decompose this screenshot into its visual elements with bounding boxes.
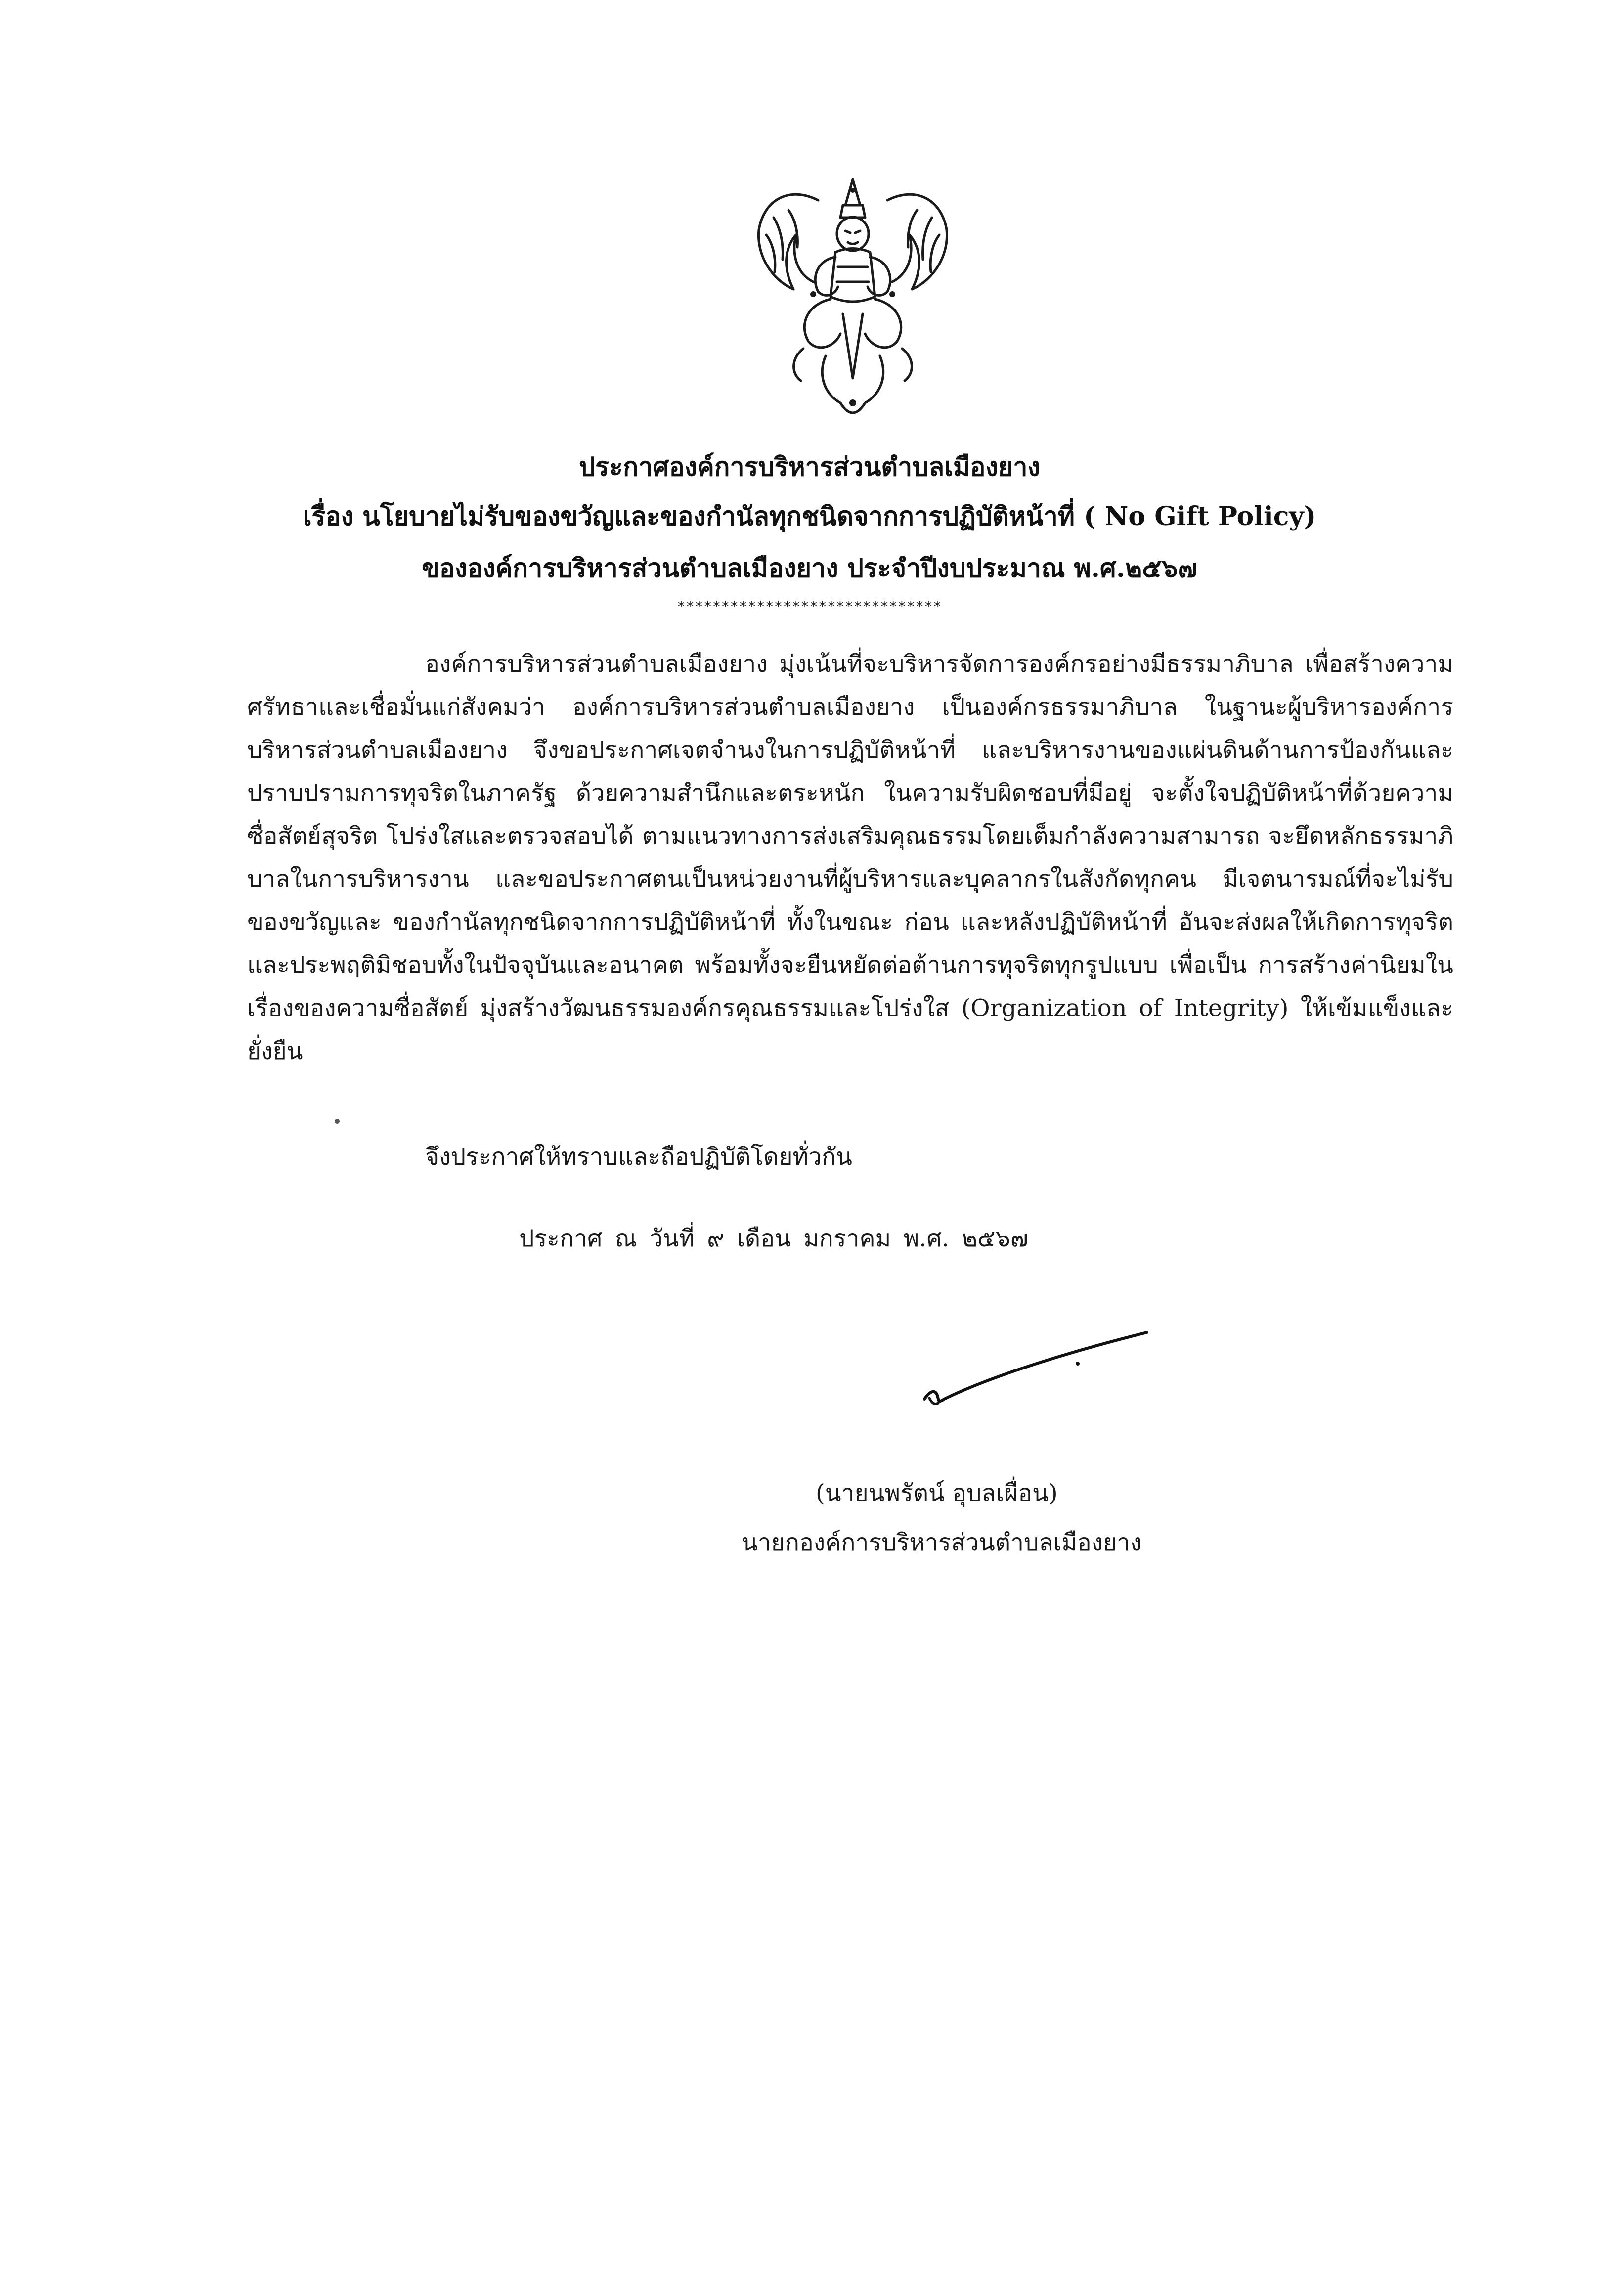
closing-statement: จึงประกาศให้ทราบและถือปฏิบัติโดยทั่วกัน — [425, 1143, 852, 1171]
scan-speck — [335, 1119, 340, 1124]
announcement-date: ประกาศ ณ วันที่ ๙ เดือน มกราคม พ.ศ. ๒๕๖๗ — [519, 1225, 1028, 1252]
separator-line: ****************************** — [677, 598, 942, 615]
announcement-subject: เรื่อง นโยบายไม่รับของขวัญและของกำนัลทุกชนิดจากการปฏิบัติหน้าที่ ( No Gift Policy) — [303, 501, 1316, 531]
signer-name: (นายนพรัตน์ อุบลเผื่อน) — [816, 1479, 1058, 1507]
signer-title: นายกองค์การบริหารส่วนตำบลเมืองยาง — [742, 1529, 1142, 1556]
body-paragraph: องค์การบริหารส่วนตำบลเมืองยาง มุ่งเน้นที่จะบริหารจัดการองค์กรอย่างมีธรรมาภิบาล เพื่อสร้างความศรัทธาและเชื่อมั่นแก่สังคมว่า องค์การบริหารส่วนตำบลเมืองยาง เป็นองค์กรธรรมาภิบาล ในฐานะผู้บริหารองค์การบริหารส่วนตำบลเมืองยาง จึงขอประกาศเจตจำนงในการปฏิบัติหน้าที่ และบริหารงานของแผ่นดินด้านการป้องกันและปราบปรามการทุจริตในภาครัฐ ด้วยความสำนึกและตระหนัก ในความรับผิดชอบที่มีอยู่ จะตั้งใจปฏิบัติหน้าที่ด้วยความซื่อสัตย์สุจริต โปร่งใสและตรวจสอบได้ ตามแนวทางการส่งเสริมคุณธรรมโดยเต็มกำลังความสามารถ จะยึดหลักธรรมาภิบาลในการบริหารงาน และขอประกาศตนเป็นหน่วยงานที่ผู้บริหารและบุคลากรในสังกัดทุกคน มีเจตนารมณ์ที่จะไม่รับของขวัญและ ของกำนัลทุกชนิดจากการปฏิบัติหน้าที่ ทั้งในขณะ ก่อน และหลังปฏิบัติหน้าที่ อันจะส่งผลให้เกิดการทุจริต และประพฤติมิชอบทั้งในปัจจุบันและอนาคต พร้อมทั้งจะยืนหยัดต่อต้านการทุจริตทุกรูปแบบ เพื่อเป็น การสร้างค่านิยมในเรื่องของความซื่อสัตย์ มุ่งสร้างวัฒนธรรมองค์กรคุณธรรมและโปร่งใส (Organization of Integrity) ให้เข้มแข็งและยั่งยืน — [247, 650, 1454, 1065]
announcement-title: ประกาศองค์การบริหารส่วนตำบลเมืองยาง — [579, 452, 1040, 482]
garuda-emblem-icon — [744, 171, 962, 428]
announcement-subtitle: ขององค์การบริหารส่วนตำบลเมืองยาง ประจำปีงบประมาณ พ.ศ.๒๕๖๗ — [422, 553, 1197, 583]
signature-image — [915, 1325, 1162, 1429]
